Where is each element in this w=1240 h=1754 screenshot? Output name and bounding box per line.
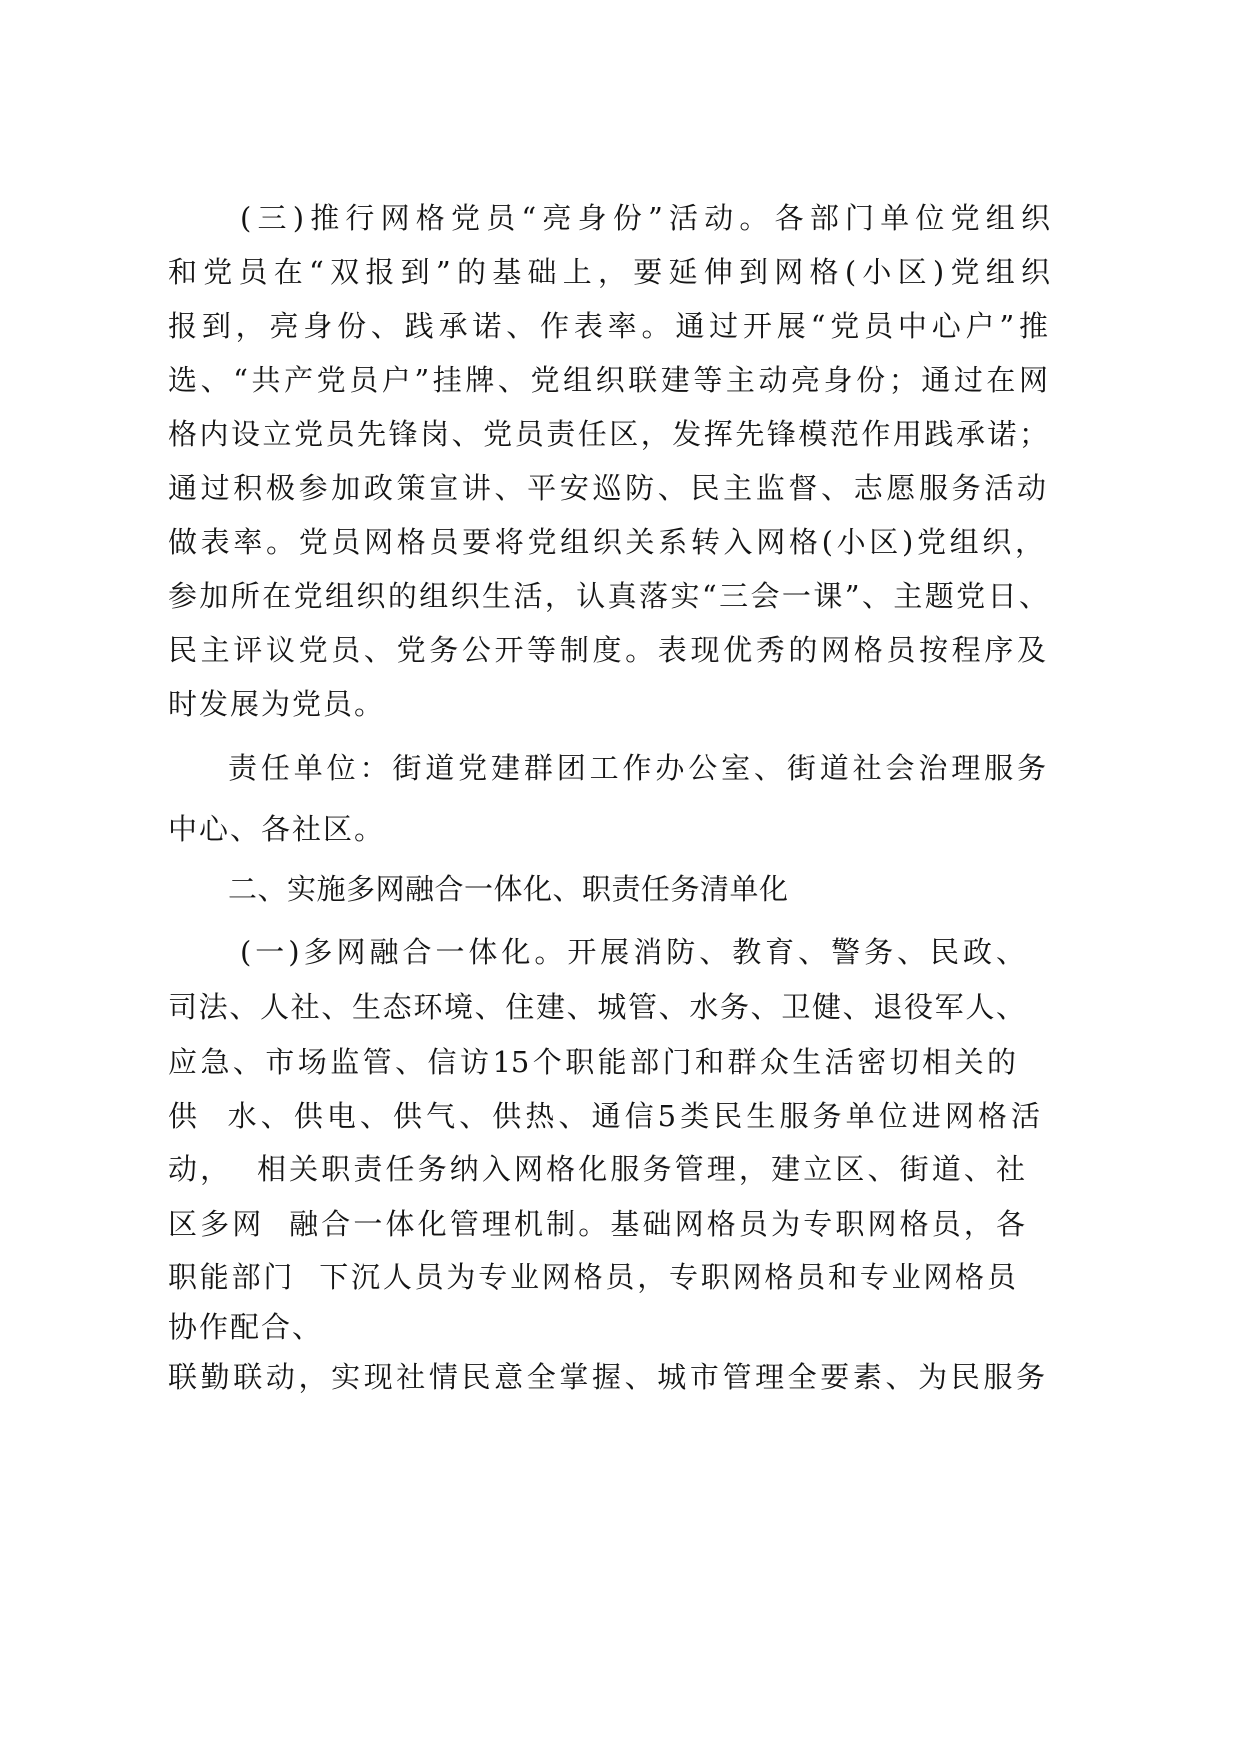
text-line: 参加所在党组织的组织生活，认真落实“三会一课”、主题党日、 xyxy=(168,579,1048,613)
text-line: 民主评议党员、党务公开等制度。表现优秀的网格员按程序及 xyxy=(168,633,1046,667)
text-line: 应急、市场监管、信访15个职能部门和群众生活密切相关的 xyxy=(168,1045,1016,1079)
text-line: 报到，亮身份、践承诺、作表率。通过开展“党员中心户”推 xyxy=(168,309,1048,343)
text-line: (三)推行网格党员“亮身份”活动。各部门单位党组织 xyxy=(240,201,1050,235)
text-line: 和党员在“双报到”的基础上，要延伸到网格(小区)党组织 xyxy=(168,255,1050,289)
text-line: (一)多网融合一体化。开展消防、教育、警务、民政、 xyxy=(240,935,1025,969)
text-line: 司法、人社、生态环境、住建、城管、水务、卫健、退役军人、 xyxy=(168,990,1025,1024)
text-line: 选、“共产党员户”挂牌、党组织联建等主动亮身份；通过在网 xyxy=(168,363,1048,397)
text-line: 区多网 融合一体化管理机制。基础网格员为专职网格员，各 xyxy=(168,1207,1025,1241)
text-line: 协作配合、 xyxy=(168,1310,324,1344)
text-line: 联勤联动，实现社情民意全掌握、城市管理全要素、为民服务 xyxy=(168,1360,1045,1394)
text-line: 供 水、供电、供气、供热、通信5类民生服务单位进网格活 xyxy=(168,1099,1040,1133)
text-line: 时发展为党员。 xyxy=(168,687,386,721)
text-line: 做表率。党员网格员要将党组织关系转入网格(小区)党组织， xyxy=(168,525,1044,559)
text-line: 中心、各社区。 xyxy=(168,812,386,846)
text-line: 责任单位：街道党建群团工作办公室、街道社会治理服务 xyxy=(228,751,1046,785)
text-line: 格内设立党员先锋岗、党员责任区，发挥先锋模范作用践承诺； xyxy=(168,417,1048,451)
heading-line: 二、实施多网融合一体化、职责任务清单化 xyxy=(228,872,789,906)
text-line: 动， 相关职责任务纳入网格化服务管理，建立区、街道、社 xyxy=(168,1152,1025,1186)
text-line: 职能部门 下沉人员为专业网格员，专职网格员和专业网格员 xyxy=(168,1260,1016,1294)
text-line: 通过积极参加政策宣讲、平安巡防、民主监督、志愿服务活动 xyxy=(168,471,1046,505)
